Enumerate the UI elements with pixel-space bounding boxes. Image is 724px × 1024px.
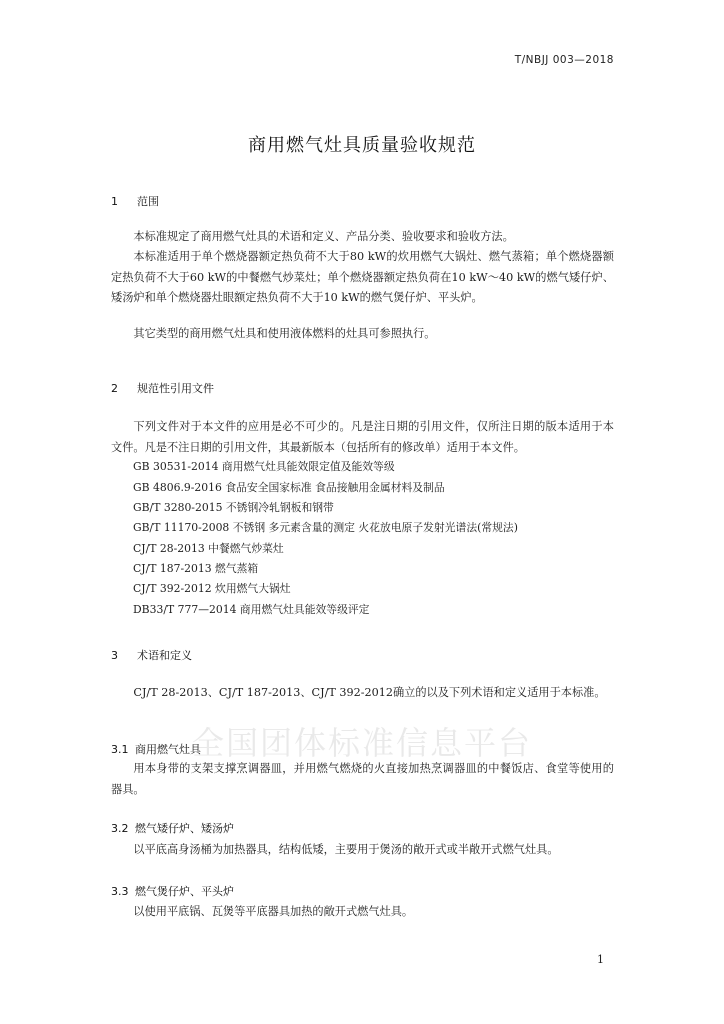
section-3-heading	[111, 647, 192, 663]
document-code: T/NBJJ 003—2018	[514, 54, 614, 66]
section-1-paragraph: 本标准适用于单个燃烧器额定热负荷不大于80 kW的炊用燃气大锅灶、燃气蒸箱；单个燃烧器额定热负荷不大于60 kW的中餐燃气炒菜灶；单个燃烧器额定热负荷在10 kW～40 kW的燃气矮仔炉、矮汤炉和单个燃烧器灶眼额定热负荷不大于10 kW的燃气煲仔炉、平头炉。	[111, 250, 614, 304]
reference-item: GB/T 3280-2015 不锈钢冷轧钢板和钢带	[133, 501, 334, 514]
section-1-paragraph: 其它类型的商用燃气灶具和使用液体燃料的灶具可参照执行。	[133, 327, 436, 340]
reference-item: GB 30531-2014 商用燃气灶具能效限定值及能效等级	[133, 460, 395, 473]
section-number: 3	[111, 649, 118, 662]
document-title: 商用燃气灶具质量验收规范	[248, 135, 476, 156]
term-3-2-heading	[111, 820, 234, 836]
section-number: 1	[111, 195, 118, 208]
watermark: 全国团体标准信息平台	[191, 724, 532, 762]
term-number: 3.3	[111, 885, 129, 898]
section-number: 2	[111, 382, 118, 395]
term-3-1-definition: 用本身带的支架支撑烹调器皿，并用燃气燃烧的火直接加热烹调器皿的中餐饭店、食堂等使用的器具。	[111, 762, 614, 796]
section-title: 规范性引用文件	[137, 382, 214, 395]
section-1-heading	[111, 193, 159, 209]
reference-item: CJ/T 187-2013 燃气蒸箱	[133, 562, 259, 575]
term-3-3-heading	[111, 883, 234, 899]
section-title: 术语和定义	[137, 649, 192, 662]
section-2-intro: 下列文件对于本文件的应用是必不可少的。凡是注日期的引用文件，仅所注日期的版本适用于本文件。凡是不注日期的引用文件，其最新版本（包括所有的修改单）适用于本文件。	[111, 420, 614, 454]
section-3-intro: CJ/T 28-2013、CJ/T 187-2013、CJ/T 392-2012确立的以及下列术语和定义适用于本标准。	[133, 686, 606, 699]
reference-item: CJ/T 392-2012 炊用燃气大锅灶	[133, 582, 291, 595]
term-3-3-definition: 以使用平底锅、瓦煲等平底器具加热的敞开式燃气灶具。	[133, 905, 414, 918]
page-number: 1	[597, 953, 604, 966]
term-title: 燃气煲仔炉、平头炉	[135, 885, 234, 898]
section-title: 范围	[137, 195, 159, 208]
section-1-paragraph: 本标准规定了商用燃气灶具的术语和定义、产品分类、验收要求和验收方法。	[133, 230, 514, 243]
section-2-heading	[111, 380, 214, 396]
term-number: 3.2	[111, 822, 129, 835]
term-number: 3.1	[111, 743, 129, 756]
reference-item: GB 4806.9-2016 食品安全国家标准 食品接触用金属材料及制品	[133, 481, 445, 494]
term-title: 商用燃气灶具	[135, 743, 201, 756]
term-3-1-heading	[111, 741, 201, 757]
reference-item: GB/T 11170-2008 不锈钢 多元素含量的测定 火花放电原子发射光谱法(常规法)	[133, 521, 518, 534]
reference-item: DB33/T 777—2014 商用燃气灶具能效等级评定	[133, 603, 370, 616]
reference-item: CJ/T 28-2013 中餐燃气炒菜灶	[133, 542, 284, 555]
term-title: 燃气矮仔炉、矮汤炉	[135, 822, 234, 835]
term-3-2-definition: 以平底高身汤桶为加热器具，结构低矮，主要用于煲汤的敞开式或半敞开式燃气灶具。	[133, 843, 559, 856]
